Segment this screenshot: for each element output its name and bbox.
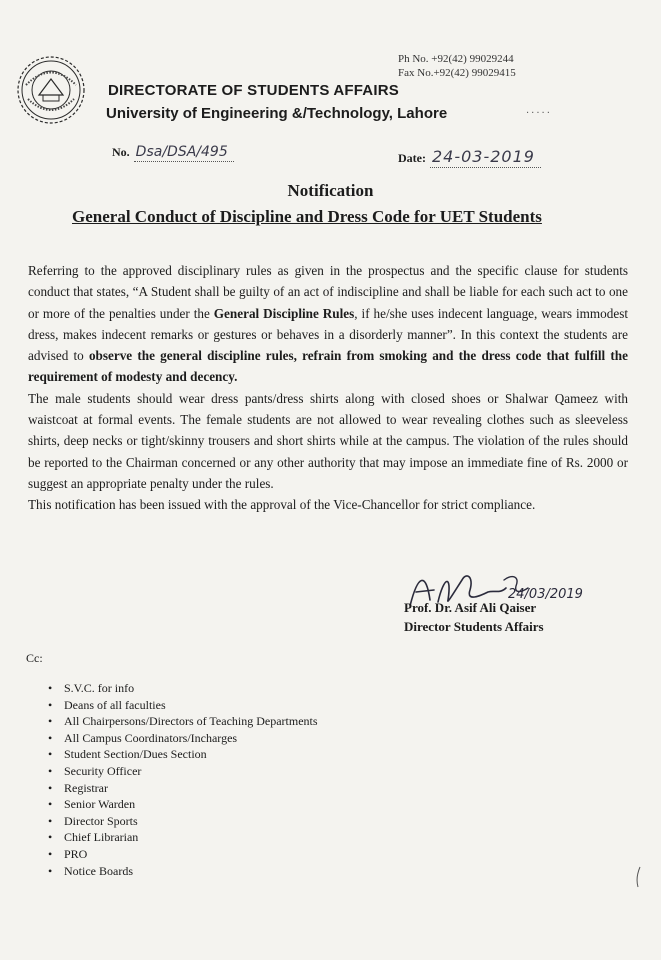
cc-item: • Director Sports bbox=[48, 813, 318, 830]
contact-info bbox=[398, 52, 516, 80]
cc-item: • All Chairpersons/Directors of Teaching Departments bbox=[48, 713, 318, 730]
university-name: University of Engineering &/Technology, Lahore bbox=[106, 105, 448, 122]
cc-item: • Registrar bbox=[48, 780, 318, 797]
signature-date: 24/03/2019 bbox=[508, 587, 583, 602]
fax-number: Fax No.+92(42) 99029415 bbox=[398, 67, 516, 79]
cc-item: • Notice Boards bbox=[48, 863, 318, 880]
cc-item: • Deans of all faculties bbox=[48, 697, 318, 714]
cc-label: Cc: bbox=[26, 651, 43, 665]
phone-number: Ph No. +92(42) 99029244 bbox=[398, 53, 514, 65]
organization-name: DIRECTORATE OF STUDENTS AFFAIRS bbox=[108, 82, 399, 99]
paragraph-3: This notification has been issued with the approval of the Vice-Chancellor for strict compliance. bbox=[28, 497, 536, 513]
notification-subject: General Conduct of Discipline and Dress Code for UET Students bbox=[72, 207, 542, 226]
paragraph-1: Referring to the approved disciplinary rules as given in the prospectus and the specific clause for students conduct that states, “A Student shall be guilty of an act of indiscipline and shall be liable for each such act to one or more of the penalties under the General Discipline Rules, if he/she uses indecent language, wears immodest dress, makes indecent remarks or gestures or behaves in a disorderly manner”. In this context the students are advised to observe the general discipline rules, refrain from smoking and the dress code that fulfill the requirement of modesty and decency. bbox=[28, 263, 628, 385]
notification-title: Notification bbox=[287, 181, 374, 200]
margin-pen-mark bbox=[634, 866, 642, 888]
reference-value: Dsa/DSA/495 bbox=[134, 144, 234, 162]
paragraph-2: The male students should wear dress pants/dress shirts along with closed shoes or Shalwar Qameez with waistcoat at formal events. The female students are not allowed to wear revealing clothes such as sleeveless shirts, deep necks or tight/skinny trousers and short shirts while at the campus. The violation of the rules should be reported to the Chairman concerned or any other authority that may impose an immediate fine of Rs. 2000 or suggest an appropriate penalty under the rules. bbox=[28, 390, 628, 491]
university-seal-icon bbox=[16, 55, 86, 125]
cc-item: • Security Officer bbox=[48, 763, 318, 780]
reference-number bbox=[112, 144, 234, 160]
cc-item: • Senior Warden bbox=[48, 796, 318, 813]
notification-body bbox=[28, 260, 628, 516]
document-date bbox=[398, 147, 541, 166]
cc-item: • PRO bbox=[48, 846, 318, 863]
signatory-name: Prof. Dr. Asif Ali Qaiser bbox=[404, 600, 537, 615]
date-value: 24-03-2019 bbox=[430, 147, 541, 168]
decorative-dots: ····· bbox=[526, 108, 552, 119]
reference-label: No. bbox=[112, 145, 130, 159]
cc-item: • All Campus Coordinators/Incharges bbox=[48, 730, 318, 747]
cc-list bbox=[48, 680, 318, 879]
signatory-title: Director Students Affairs bbox=[404, 619, 544, 634]
cc-item: • Student Section/Dues Section bbox=[48, 746, 318, 763]
date-label: Date: bbox=[398, 151, 426, 165]
cc-item: • S.V.C. for info bbox=[48, 680, 318, 697]
cc-item: • Chief Librarian bbox=[48, 829, 318, 846]
